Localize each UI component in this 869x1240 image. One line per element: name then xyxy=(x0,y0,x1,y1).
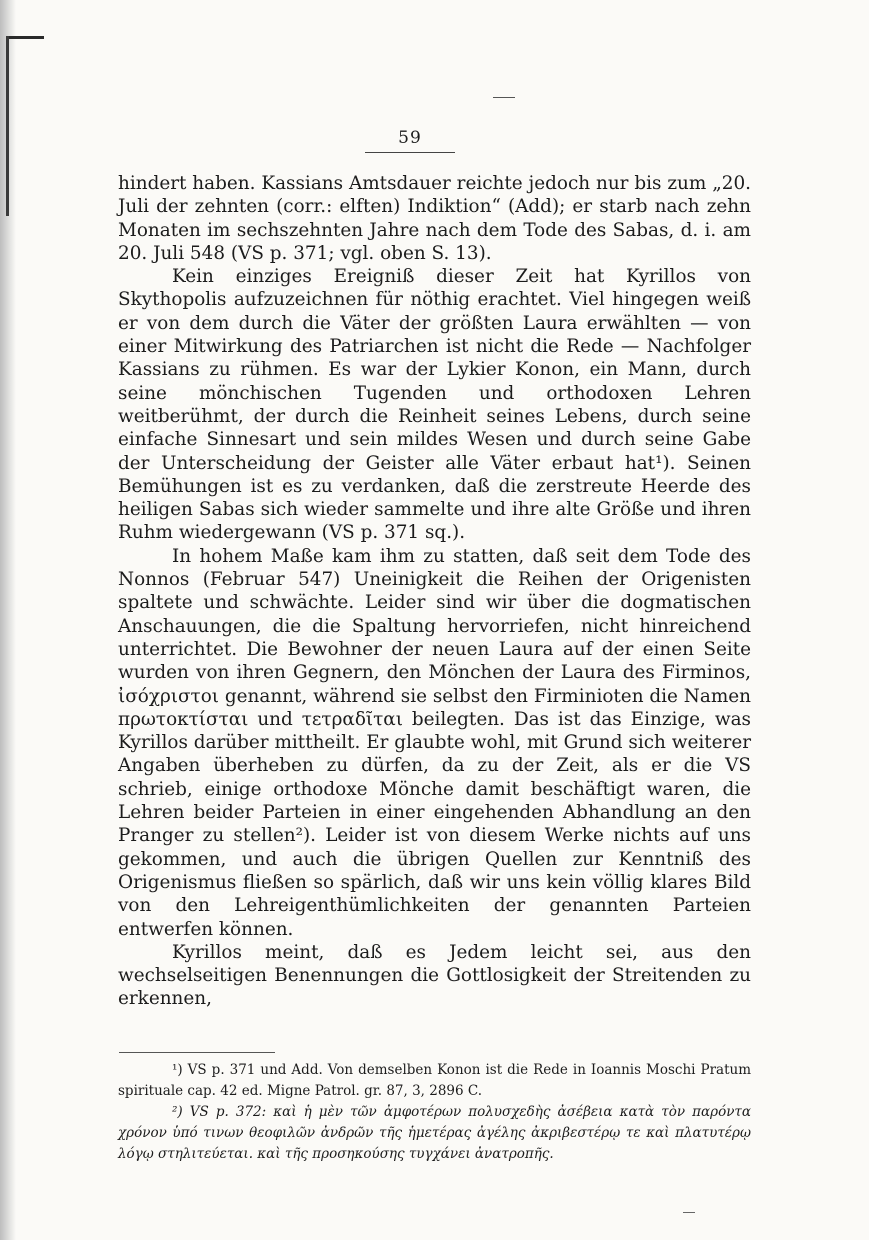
page-number: 59 xyxy=(398,128,422,148)
footnote-rule xyxy=(119,1052,275,1053)
binding-mark-horizontal xyxy=(6,36,44,39)
footnote-1: ¹) VS p. 371 und Add. Von demselben Konon ist die Rede in Ioannis Moschi Pratum spirituale cap. 42 ed. Migne Patrol. gr. 87, 3, 2896 C. xyxy=(118,1062,751,1099)
paragraph-2: Kein einziges Ereigniß dieser Zeit hat Kyrillos von Skythopolis aufzuzeichnen für nöthig erachtet. Viel hingegen weiß er von dem durch die Väter der größten Laura erwählten — von einer Mitwirkung des Patriarchen ist nicht die Rede — Nachfolger Kassians zu rühmen. Es war der Lykier Konon, ein Mann, durch seine mönchischen Tugenden und orthodoxen Lehren weitberühmt, der durch die Reinheit seines Lebens, durch seine einfache Sinnesart und sein mildes Wesen und durch seine Gabe der Unterscheidung der Geister alle Väter erbaut hat¹). Seinen Bemühungen ist es zu verdanken, daß die zerstreute Heerde des heiligen Sabas sich wieder sammelte und ihre alte Größe und ihren Ruhm wiedergewann (VS p. 371 sq.). xyxy=(118,266,751,544)
body-text xyxy=(118,172,751,1011)
binding-mark-vertical xyxy=(6,36,9,216)
footnote-2: ²) VS p. 372: καὶ ἡ μὲν τῶν ἀμφοτέρων πολυσχεδὴς ἀσέβεια κατὰ τὸν παρόντα χρόνον ὑπό τινων θεοφιλῶν ἀνδρῶν τῆς ἡμετέρας ἀγέλης ἀκριβεστέρῳ τε καὶ πλατυτέρῳ λόγῳ στηλιτεύεται. καὶ τῆς προσηκούσης τυγχάνει ἀνατροπῆς. xyxy=(118,1104,751,1162)
bottom-dash-mark xyxy=(683,1212,695,1213)
paragraph-4: Kyrillos meint, daß es Jedem leicht sei, aus den wechselseitigen Benennungen die Gottlosigkeit der Streitenden zu erkennen, xyxy=(118,941,751,1010)
top-dash-mark xyxy=(493,97,515,98)
paragraph-1: hindert haben. Kassians Amtsdauer reichte jedoch nur bis zum „20. Juli der zehnten (corr.: elften) Indiktion“ (Add); er starb nach zehn Monaten im sechszehnten Jahre nach dem Tode des Sabas, d. i. am 20. Juli 548 (VS p. 371; vgl. oben S. 13). xyxy=(118,173,751,264)
paragraph-3: In hohem Maße kam ihm zu statten, daß seit dem Tode des Nonnos (Februar 547) Uneinigkeit die Reihen der Origenisten spaltete und schwächte. Leider sind wir über die dogmatischen Anschauungen, die die Spaltung hervorriefen, nicht hinreichend unterrichtet. Die Bewohner der neuen Laura auf der einen Seite wurden von ihren Gegnern, den Mönchen der Laura des Firminos, ἰσόχριστοι genannt, während sie selbst den Firminioten die Namen πρωτοκτίσται und τετραδῖται beilegten. Das ist das Einzige, was Kyrillos darüber mittheilt. Er glaubte wohl, mit Grund sich weiterer Angaben überheben zu dürfen, da zu der Zeit, als er die VS schrieb, einige orthodoxe Mönche damit beschäftigt waren, die Lehren beider Parteien in einer eingehenden Abhandlung an den Pranger zu stellen²). Leider ist von diesem Werke nichts auf uns gekommen, und auch die übrigen Quellen zur Kenntniß des Origenismus fließen so spärlich, daß wir uns kein völlig klares Bild von den Lehreigenthümlichkeiten der genannten Parteien entwerfen können. xyxy=(118,545,751,940)
page-number-rule xyxy=(365,152,455,153)
footnotes xyxy=(118,1060,751,1165)
